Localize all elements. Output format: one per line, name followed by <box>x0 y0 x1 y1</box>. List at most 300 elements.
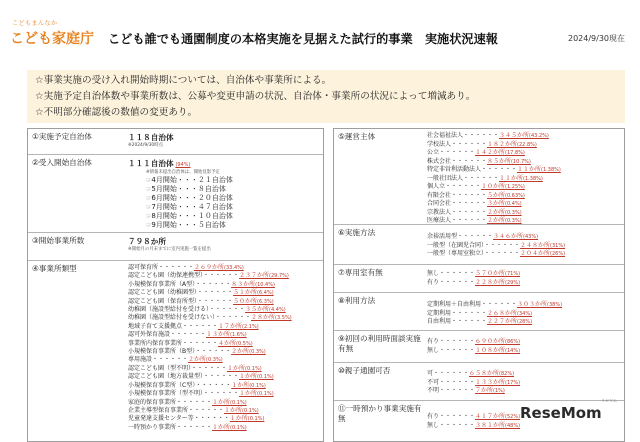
item-value: １か所 <box>212 423 231 431</box>
section-label: ②受入開始自治体 <box>32 158 92 167</box>
section-value <box>128 158 321 230</box>
leader-dots: ・・・・・・ <box>445 183 482 190</box>
item-value: ３８１か所 <box>475 421 506 429</box>
notice-box <box>27 70 625 123</box>
item-name: 有り <box>427 338 440 345</box>
item-percent: (0.1%) <box>257 391 274 398</box>
leader-dots: ・・・・・・ <box>433 370 470 377</box>
item-percent: (1.6%) <box>230 332 247 339</box>
list-item <box>427 338 622 347</box>
leader-dots: ・・・・・・ <box>182 339 219 347</box>
leader-dots: ・・・・・・ <box>439 346 476 354</box>
leader-dots: ・・・・・・ <box>451 200 488 207</box>
section-label: ⑦専用室有無 <box>338 268 383 277</box>
item-name: 特定非営利活動法人 <box>427 166 482 173</box>
start-month: 5月開始 <box>151 184 177 193</box>
item-value: １１か所 <box>499 174 524 182</box>
item-percent: (29%) <box>505 279 521 286</box>
item-percent: (26%) <box>550 251 566 257</box>
item-percent: (17.8%) <box>505 150 525 156</box>
section-method <box>334 225 624 265</box>
item-value: １４２か所 <box>475 149 506 156</box>
leader-dots: ・・・ <box>176 175 198 184</box>
item-name: 有り <box>427 413 440 420</box>
leader-dots: ・・・・・・ <box>182 322 219 330</box>
item-name: 学校法人 <box>427 140 452 148</box>
leader-dots: ・・・・・・ <box>203 272 240 280</box>
leader-dots: ・・・・・・ <box>451 217 488 224</box>
item-name: 社会福祉法人 <box>427 132 464 139</box>
item-value: ２８か所 <box>251 314 276 322</box>
item-name: 不明 <box>427 387 440 394</box>
leader-dots: ・・・・・・ <box>451 191 488 199</box>
item-name: 一般型（在園児合同） <box>427 241 485 249</box>
item-percent: (6.3%) <box>257 298 274 305</box>
leader-dots: ・・・・・・ <box>451 208 488 216</box>
leader-dots: ・・・・・・ <box>176 398 213 406</box>
item-value: １１か所 <box>517 166 542 173</box>
item-name: 公立 <box>427 149 440 156</box>
item-percent: (0.63%) <box>505 192 525 199</box>
item-value: ２６８か所 <box>487 309 518 317</box>
item-value: １０８か所 <box>475 346 506 354</box>
list-item <box>427 370 622 379</box>
list-item <box>427 347 622 356</box>
item-value: １８２か所 <box>487 140 518 148</box>
start-month-item <box>146 212 321 221</box>
section-label: ⑥実施方法 <box>338 228 376 237</box>
item-value: ６５８か所 <box>469 370 500 377</box>
item-name: 小規模保育事業所（B型） <box>128 348 196 356</box>
item-value: １か所 <box>231 381 250 389</box>
item-percent: (52%) <box>505 414 521 420</box>
item-value: ２２７か所 <box>487 318 518 325</box>
logo-tagline: こどもまんなか <box>12 20 58 27</box>
right-panel <box>333 128 625 442</box>
leader-dots: ・・・・・・ <box>451 157 488 165</box>
item-value: ７か所 <box>475 387 494 394</box>
start-month-item <box>146 185 321 194</box>
list-item <box>427 279 622 288</box>
item-value: １か所 <box>239 373 258 381</box>
facility-count: ７９８か所 <box>128 237 166 246</box>
pointing-hand-icon: ☞ <box>146 194 152 202</box>
started-note: ※情報未提出自治体は、開始見影予定 <box>146 169 220 175</box>
item-percent: (17%) <box>505 379 521 386</box>
list-item <box>427 200 622 209</box>
leader-dots: ・・・・・・ <box>203 373 240 381</box>
leader-dots: ・・・・・・ <box>439 270 476 277</box>
list-item <box>427 310 622 319</box>
item-value: ２４８か所 <box>520 241 551 249</box>
item-value: ３５か所 <box>245 306 270 314</box>
item-value: ５０か所 <box>233 297 258 305</box>
leader-dots: ・・・・・・ <box>481 166 518 173</box>
section-facility-types <box>28 261 323 442</box>
notice-line: ☆事業実施の受け入れ開始時期については、自治体や事業所による。 <box>35 75 332 86</box>
item-name: 認可外保育施設 <box>128 331 171 339</box>
item-name: 一般社団法人 <box>427 174 464 182</box>
list-item <box>427 270 622 279</box>
item-percent: (0.1%) <box>257 374 274 381</box>
item-percent: (0.3%) <box>249 349 266 356</box>
item-value: ４１７か所 <box>475 413 506 420</box>
item-name: 認定こども園（幼稚園型） <box>128 289 198 297</box>
list-item <box>128 331 321 339</box>
list-item <box>427 192 622 201</box>
item-name: 宗教法人 <box>427 208 452 216</box>
item-percent: (0.1%) <box>245 365 262 372</box>
item-percent: (34%) <box>517 310 533 317</box>
item-percent: (6.4%) <box>257 290 274 297</box>
item-percent: (4.4%) <box>269 307 286 314</box>
item-value: ２か所 <box>188 356 207 364</box>
item-value: ２３７か所 <box>239 272 270 280</box>
item-percent: (0.5%) <box>236 340 253 347</box>
leader-dots: ・・・・・・ <box>191 364 228 372</box>
pointing-hand-icon: ☞ <box>146 176 152 184</box>
item-name: 認定こども園（型不明） <box>128 364 192 372</box>
start-month-item <box>146 203 321 212</box>
list-item <box>128 314 321 322</box>
list-item <box>128 390 321 398</box>
facility-type-list <box>128 264 321 432</box>
item-value: ５７０か所 <box>475 270 506 277</box>
page-title: こども誰でも通園制度の本格実施を見据えた試行的事業 実施状況速報 <box>108 32 498 46</box>
list-item <box>128 289 321 297</box>
left-panel <box>27 128 324 442</box>
item-name: 無し <box>427 270 440 277</box>
item-value: １７か所 <box>218 322 243 330</box>
leader-dots: ・・・・・・ <box>463 174 500 182</box>
leader-dots: ・・・・・・ <box>439 378 476 386</box>
start-month: 8月開始 <box>151 211 177 220</box>
leader-dots: ・・・・・・ <box>193 415 230 423</box>
item-value: ２０４か所 <box>520 250 551 257</box>
list-item <box>427 301 622 310</box>
leader-dots: ・・・・・・ <box>195 280 232 288</box>
item-percent: (33.4%) <box>224 265 244 271</box>
section-parent-child <box>334 363 624 401</box>
leader-dots: ・・・・・・ <box>176 423 213 431</box>
list-item <box>427 209 622 218</box>
leader-dots: ・・・・・・ <box>197 289 234 297</box>
item-value: ５か所 <box>487 191 506 199</box>
item-percent: (10.7%) <box>511 158 531 165</box>
section-label: ④事業所類型 <box>32 264 77 273</box>
item-value: ５１か所 <box>233 289 258 297</box>
planned-count: １１８自治体 <box>128 133 174 142</box>
section-label: ③開始事業所数 <box>32 236 85 245</box>
start-count: ２１自治体 <box>197 175 233 184</box>
item-value: ２か所 <box>487 217 506 224</box>
list-item <box>427 250 622 259</box>
item-percent: (3.5%) <box>275 315 292 322</box>
leader-dots: ・・・・・・ <box>203 390 240 398</box>
start-count: ８自治体 <box>197 184 226 193</box>
item-value: ４か所 <box>218 339 237 347</box>
method-list <box>427 233 622 259</box>
planned-note: ※2024/9/30時点 <box>128 143 163 148</box>
item-name: 一時預かり事業所 <box>128 423 177 431</box>
item-name: 企業主導型保育事業所 <box>128 406 189 414</box>
item-name: 幼稚園（施設型給付を受ける） <box>128 306 210 314</box>
item-percent: (22.8%) <box>517 141 537 148</box>
leader-dots: ・・・・・・ <box>195 381 232 389</box>
section-operator <box>334 129 624 225</box>
list-item <box>128 323 321 331</box>
item-name: 個人立 <box>427 183 446 190</box>
item-percent: (10.4%) <box>255 281 275 288</box>
item-name: 不可 <box>427 378 440 386</box>
list-item <box>427 242 622 251</box>
operator-list <box>427 132 622 226</box>
list-item <box>128 399 321 407</box>
list-item <box>427 149 622 158</box>
pointing-hand-icon: ☞ <box>146 203 152 211</box>
leader-dots: ・・・・・・ <box>463 132 500 139</box>
list-item <box>128 382 321 390</box>
start-count: ２０自治体 <box>197 193 233 202</box>
leader-dots: ・・・・・・ <box>451 318 488 325</box>
leader-dots: ・・・・・・ <box>158 264 195 271</box>
item-value: ３か所 <box>487 200 506 207</box>
pointing-hand-icon: ☞ <box>146 185 152 193</box>
item-percent: (1.25%) <box>505 184 525 190</box>
list-item <box>128 373 321 381</box>
leader-dots: ・・・・・・ <box>439 278 476 286</box>
leader-dots: ・・・・・・ <box>209 306 246 314</box>
item-name: 幼稚園（施設型給付を受けない） <box>128 314 216 322</box>
item-percent: (0.1%) <box>249 382 266 389</box>
item-value: ８３か所 <box>231 280 256 288</box>
section-value <box>128 236 321 253</box>
item-percent: (0.3%) <box>505 209 522 216</box>
item-percent: (29.7%) <box>269 273 289 280</box>
item-value: ２か所 <box>231 348 250 356</box>
item-value: １３３か所 <box>475 378 506 386</box>
section-label: ⑤運営主体 <box>338 132 376 141</box>
start-count: ４７自治体 <box>197 202 233 211</box>
start-month: 4月開始 <box>151 175 177 184</box>
leader-dots: ・・・・・・ <box>439 387 476 394</box>
list-item <box>427 141 622 150</box>
leader-dots: ・・・・・・ <box>152 356 189 364</box>
item-percent: (43%) <box>523 234 539 240</box>
interview-list <box>427 338 622 355</box>
item-value: ６９０か所 <box>475 338 506 345</box>
started-count: １１１自治体 <box>128 159 174 168</box>
list-item <box>128 424 321 432</box>
list-item <box>427 387 622 396</box>
leader-dots: ・・・ <box>176 202 198 211</box>
item-name: 医療法人 <box>427 217 452 224</box>
item-percent: (0.1%) <box>247 416 265 423</box>
section-label: ①実施予定自治体 <box>32 132 92 141</box>
item-name: 認定こども園（地方裁量型） <box>128 373 204 381</box>
leader-dots: ・・・・・・ <box>439 421 476 429</box>
item-percent: (38%) <box>547 302 563 308</box>
item-name: 認定こども園（保育所型） <box>128 297 198 305</box>
item-name: 余裕活用型 <box>427 233 458 240</box>
item-name: 定期利用 <box>427 309 452 317</box>
item-value: ２６９か所 <box>194 264 225 271</box>
item-value: ３０３か所 <box>517 301 548 308</box>
notice-line: ☆不明部分確認後の数値の変更あり。 <box>35 107 198 118</box>
item-percent: (86%) <box>505 339 521 345</box>
item-percent: (0.1%) <box>230 424 247 431</box>
dedicated-room-list <box>427 270 622 287</box>
item-value: １０か所 <box>481 183 506 190</box>
usage-list <box>427 301 622 327</box>
start-month-item <box>146 221 321 230</box>
leader-dots: ・・・・・・ <box>439 149 476 156</box>
watermark-caption: リセマム <box>601 398 617 403</box>
list-item <box>128 415 321 423</box>
item-value: １３か所 <box>206 331 231 339</box>
item-value: １か所 <box>227 364 246 372</box>
list-item <box>427 233 622 242</box>
start-count: １０自治体 <box>197 211 233 220</box>
list-item <box>427 318 622 327</box>
facility-note: ※開始月の月末までに室内実施一覧を提出 <box>128 247 211 252</box>
item-name: 無し <box>427 421 440 429</box>
leader-dots: ・・・・・・ <box>197 297 234 305</box>
leader-dots: ・・・ <box>176 220 198 229</box>
start-month: 6月開始 <box>151 193 177 202</box>
pointing-hand-icon: ☞ <box>146 212 152 220</box>
item-name: 有り <box>427 278 440 286</box>
item-percent: (1.38%) <box>541 167 561 173</box>
report-date: 2024/9/30現在 <box>568 34 626 43</box>
item-name: 事業所内保育事業所 <box>128 339 183 347</box>
item-percent: (28%) <box>517 319 533 325</box>
leader-dots: ・・・・・・ <box>484 241 521 249</box>
section-label: ⑧利用方法 <box>338 296 376 305</box>
list-item <box>427 158 622 167</box>
list-item <box>128 281 321 289</box>
item-percent: (0.3%) <box>206 357 223 364</box>
leader-dots: ・・・・・・ <box>451 140 488 148</box>
item-name: 専用施設 <box>128 356 153 364</box>
item-name: 小規模保育事業所（A型） <box>128 280 196 288</box>
leader-dots: ・・・・・・ <box>195 348 232 356</box>
item-value: ２か所 <box>487 208 506 216</box>
section-planned-municipalities <box>28 129 323 155</box>
item-percent: (1.38%) <box>523 175 543 182</box>
item-value: １か所 <box>224 406 243 414</box>
pointing-hand-icon: ☞ <box>146 221 152 229</box>
section-value <box>128 132 321 149</box>
leader-dots: ・・・・・・ <box>457 233 494 240</box>
item-value: １か所 <box>212 398 231 406</box>
start-month-item <box>146 176 321 185</box>
item-name: 児童発達支援センター等 <box>128 415 194 423</box>
item-name: 小規模保育事業所（型不明） <box>128 390 204 398</box>
section-label: ⑩親子通園可否 <box>338 366 391 375</box>
item-value: ３４５か所 <box>499 132 530 139</box>
item-name: 株式会社 <box>427 157 452 165</box>
leader-dots: ・・・・・・ <box>481 301 518 308</box>
leader-dots: ・・・・・・ <box>188 406 225 414</box>
item-percent: (43.2%) <box>529 133 549 139</box>
item-value: ３４６か所 <box>493 233 524 240</box>
item-value: ８５か所 <box>487 157 512 165</box>
section-dedicated-room <box>334 265 624 293</box>
start-month-item <box>146 194 321 203</box>
item-name: 認可保育所 <box>128 264 159 271</box>
section-usage <box>334 293 624 331</box>
item-name: 有限会社 <box>427 191 452 199</box>
start-month-list <box>146 176 321 230</box>
item-name: 地域子育て支援拠点 <box>128 322 183 330</box>
leader-dots: ・・・・・・ <box>215 314 252 322</box>
leader-dots: ・・・ <box>176 211 198 220</box>
item-percent: (2.1%) <box>242 323 259 330</box>
list-item <box>427 422 622 431</box>
section-started-municipalities <box>28 155 323 233</box>
leader-dots: ・・・ <box>176 193 198 202</box>
item-value: １か所 <box>239 390 258 398</box>
start-count: ５自治体 <box>197 220 226 229</box>
item-name: 可 <box>427 370 434 377</box>
item-name: 小規模保育事業所（C型） <box>128 381 196 389</box>
list-item <box>128 340 321 348</box>
started-pct: (94%) <box>175 162 191 168</box>
item-percent: (48%) <box>505 422 521 429</box>
site-watermark: ReseMom <box>520 404 602 422</box>
leader-dots: ・・・・・・ <box>439 338 476 345</box>
item-percent: (14%) <box>505 347 521 354</box>
item-name: 合同会社 <box>427 200 452 207</box>
start-month: 7月開始 <box>151 202 177 211</box>
start-month: 9月開始 <box>151 220 177 229</box>
item-percent: (0.1%) <box>242 407 259 414</box>
section-interview <box>334 331 624 363</box>
item-name: 認定こども園（幼保連携型） <box>128 272 204 280</box>
item-percent: (31%) <box>550 242 566 249</box>
leader-dots: ・・・ <box>176 184 198 193</box>
item-name: 自由利用 <box>427 318 452 325</box>
item-percent: (71%) <box>505 271 521 277</box>
item-percent: (0.3%) <box>505 218 522 224</box>
item-percent: (82%) <box>499 371 515 377</box>
list-item <box>427 183 622 192</box>
section-label: ⑨初回の利用時面談実施有無 <box>338 334 421 353</box>
list-item <box>128 272 321 280</box>
list-item <box>128 356 321 364</box>
brand-logo <box>10 18 102 48</box>
notice-line: ☆実施予定自治体数や事業所数は、公募や変更申請の状況、自治体・事業所の状況によって増減あり。 <box>35 91 476 102</box>
item-name: 無し <box>427 346 440 354</box>
parent-child-list <box>427 370 622 396</box>
list-item <box>427 175 622 184</box>
leader-dots: ・・・・・・ <box>170 331 207 339</box>
leader-dots: ・・・・・・ <box>451 309 488 317</box>
item-percent: (0.1%) <box>230 399 247 406</box>
item-percent: (0.4%) <box>505 201 522 207</box>
list-item <box>427 132 622 141</box>
list-item <box>128 298 321 306</box>
leader-dots: ・・・・・・ <box>439 413 476 420</box>
list-item <box>427 166 622 175</box>
leader-dots: ・・・・・・ <box>484 250 521 257</box>
list-item <box>427 379 622 388</box>
logo-name: こども家庭庁 <box>10 31 94 47</box>
item-name: 一般型（専用室独立） <box>427 250 485 257</box>
item-value: ２２８か所 <box>475 278 506 286</box>
section-started-facilities <box>28 233 323 261</box>
